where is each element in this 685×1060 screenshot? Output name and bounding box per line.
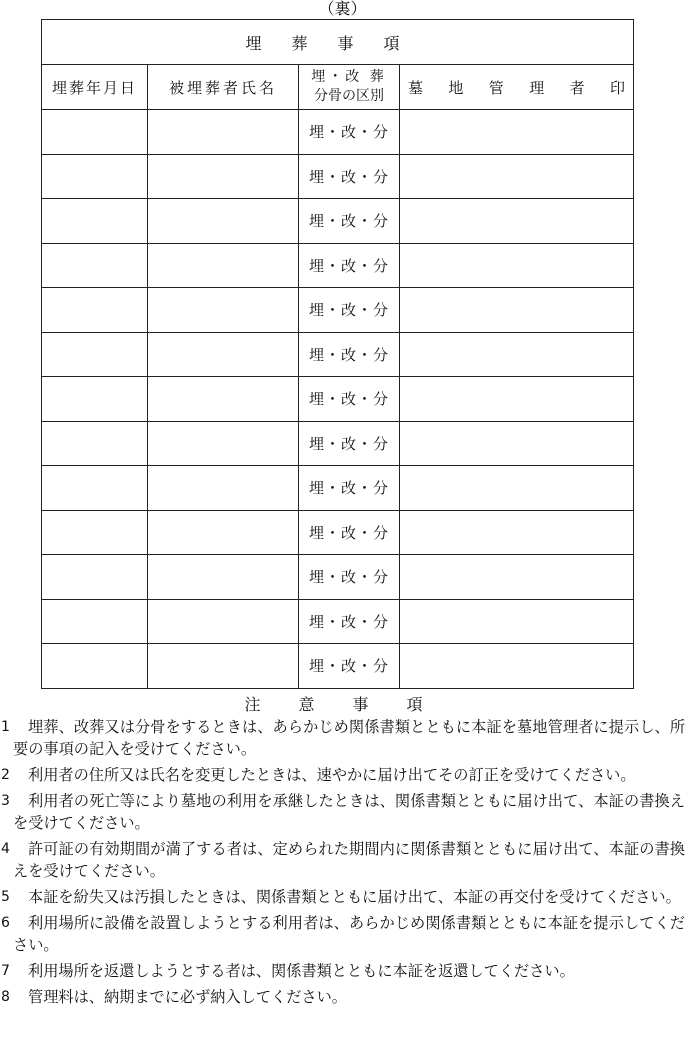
deceased-name-cell[interactable] bbox=[148, 243, 299, 288]
manager-seal-cell[interactable] bbox=[400, 466, 634, 511]
deceased-name-cell[interactable] bbox=[148, 555, 299, 600]
burial-type-cell[interactable]: 埋・改・分 bbox=[299, 288, 400, 333]
note-number: 3 bbox=[1, 793, 10, 809]
table-row bbox=[42, 377, 634, 422]
burial-type-cell[interactable]: 埋・改・分 bbox=[299, 510, 400, 555]
table-row bbox=[42, 644, 634, 689]
burial-type-cell[interactable]: 埋・改・分 bbox=[299, 332, 400, 377]
header-manager-seal: 墓地管理者印 bbox=[400, 65, 634, 110]
burial-date-cell[interactable] bbox=[42, 510, 148, 555]
manager-seal-cell[interactable] bbox=[400, 555, 634, 600]
burial-date-cell[interactable] bbox=[42, 644, 148, 689]
table-row bbox=[42, 243, 634, 288]
note-number: 8 bbox=[1, 989, 10, 1005]
back-side-label: （裏） bbox=[318, 0, 367, 18]
burial-date-cell[interactable] bbox=[42, 555, 148, 600]
burial-date-cell[interactable] bbox=[42, 243, 148, 288]
record-body bbox=[42, 110, 634, 689]
deceased-name-cell[interactable] bbox=[148, 332, 299, 377]
burial-type-cell[interactable]: 埋・改・分 bbox=[299, 466, 400, 511]
burial-type-cell[interactable]: 埋・改・分 bbox=[299, 644, 400, 689]
burial-type-cell[interactable]: 埋・改・分 bbox=[299, 199, 400, 244]
header-burial-date: 埋葬年月日 bbox=[42, 65, 148, 110]
deceased-name-cell[interactable] bbox=[148, 466, 299, 511]
table-row bbox=[42, 510, 634, 555]
burial-date-cell[interactable] bbox=[42, 599, 148, 644]
notes-title: 注意事項 bbox=[244, 695, 461, 714]
burial-date-cell[interactable] bbox=[42, 154, 148, 199]
notes-list bbox=[0, 716, 685, 1012]
table-row bbox=[42, 199, 634, 244]
header-burial-type-line1: 埋・改 葬 bbox=[311, 69, 387, 85]
note-text: 利用者の死亡等により墓地の利用を承継したときは、関係書類とともに届け出て、本証の書換えを受けてください。 bbox=[13, 792, 685, 832]
burial-type-cell[interactable]: 埋・改・分 bbox=[299, 243, 400, 288]
deceased-name-cell[interactable] bbox=[148, 599, 299, 644]
table-row bbox=[42, 154, 634, 199]
table-row bbox=[42, 466, 634, 511]
note-number: 4 bbox=[1, 841, 10, 857]
manager-seal-cell[interactable] bbox=[400, 110, 634, 155]
header-burial-type bbox=[299, 65, 400, 110]
burial-date-cell[interactable] bbox=[42, 332, 148, 377]
note-text: 管理料は、納期までに必ず納入してください。 bbox=[28, 988, 347, 1006]
burial-type-cell[interactable]: 埋・改・分 bbox=[299, 154, 400, 199]
note-number: 7 bbox=[1, 963, 10, 979]
note-text: 利用者の住所又は氏名を変更したときは、速やかに届け出てその訂正を受けてください。 bbox=[28, 766, 636, 784]
manager-seal-cell[interactable] bbox=[400, 599, 634, 644]
burial-type-cell[interactable]: 埋・改・分 bbox=[299, 377, 400, 422]
note-item bbox=[0, 838, 685, 882]
burial-type-cell[interactable]: 埋・改・分 bbox=[299, 421, 400, 466]
manager-seal-cell[interactable] bbox=[400, 154, 634, 199]
note-number: 5 bbox=[1, 889, 10, 905]
manager-seal-cell[interactable] bbox=[400, 421, 634, 466]
table-row bbox=[42, 288, 634, 333]
deceased-name-cell[interactable] bbox=[148, 510, 299, 555]
burial-date-cell[interactable] bbox=[42, 110, 148, 155]
note-text: 許可証の有効期間が満了する者は、定められた期間内に関係書類とともに届け出て、本証の書換えを受けてください。 bbox=[13, 840, 685, 880]
note-number: 6 bbox=[1, 915, 10, 931]
deceased-name-cell[interactable] bbox=[148, 288, 299, 333]
deceased-name-cell[interactable] bbox=[148, 644, 299, 689]
deceased-name-cell[interactable] bbox=[148, 199, 299, 244]
table-row bbox=[42, 332, 634, 377]
header-burial-type-line2: 分骨の区別 bbox=[314, 88, 384, 104]
note-item bbox=[0, 716, 685, 760]
note-text: 本証を紛失又は汚損したときは、関係書類とともに届け出て、本証の再交付を受けてください。 bbox=[28, 888, 681, 906]
burial-date-cell[interactable] bbox=[42, 466, 148, 511]
burial-date-cell[interactable] bbox=[42, 421, 148, 466]
table-title: 埋葬事項 bbox=[42, 20, 634, 65]
note-number: 2 bbox=[1, 767, 10, 783]
note-item bbox=[0, 986, 685, 1008]
deceased-name-cell[interactable] bbox=[148, 110, 299, 155]
manager-seal-cell[interactable] bbox=[400, 510, 634, 555]
burial-record-table bbox=[41, 19, 634, 689]
note-number: 1 bbox=[1, 719, 10, 735]
table-row bbox=[42, 421, 634, 466]
burial-date-cell[interactable] bbox=[42, 377, 148, 422]
burial-type-cell[interactable]: 埋・改・分 bbox=[299, 110, 400, 155]
note-text: 利用場所に設備を設置しようとする利用者は、あらかじめ関係書類とともに本証を提示してください。 bbox=[13, 914, 685, 954]
burial-date-cell[interactable] bbox=[42, 199, 148, 244]
manager-seal-cell[interactable] bbox=[400, 288, 634, 333]
note-item bbox=[0, 790, 685, 834]
table-row bbox=[42, 110, 634, 155]
table-row bbox=[42, 555, 634, 600]
deceased-name-cell[interactable] bbox=[148, 421, 299, 466]
header-deceased-name: 被埋葬者氏名 bbox=[148, 65, 299, 110]
burial-date-cell[interactable] bbox=[42, 288, 148, 333]
burial-type-cell[interactable]: 埋・改・分 bbox=[299, 555, 400, 600]
manager-seal-cell[interactable] bbox=[400, 199, 634, 244]
note-item bbox=[0, 912, 685, 956]
note-item bbox=[0, 960, 685, 982]
burial-type-cell[interactable]: 埋・改・分 bbox=[299, 599, 400, 644]
deceased-name-cell[interactable] bbox=[148, 377, 299, 422]
note-text: 埋葬、改葬又は分骨をするときは、あらかじめ関係書類とともに本証を墓地管理者に提示し、所要の事項の記入を受けてください。 bbox=[13, 718, 685, 758]
manager-seal-cell[interactable] bbox=[400, 332, 634, 377]
note-text: 利用場所を返還しようとする者は、関係書類とともに本証を返還してください。 bbox=[28, 962, 575, 980]
deceased-name-cell[interactable] bbox=[148, 154, 299, 199]
table-row bbox=[42, 599, 634, 644]
note-item bbox=[0, 764, 685, 786]
note-item bbox=[0, 886, 685, 908]
manager-seal-cell[interactable] bbox=[400, 377, 634, 422]
manager-seal-cell[interactable] bbox=[400, 243, 634, 288]
manager-seal-cell[interactable] bbox=[400, 644, 634, 689]
